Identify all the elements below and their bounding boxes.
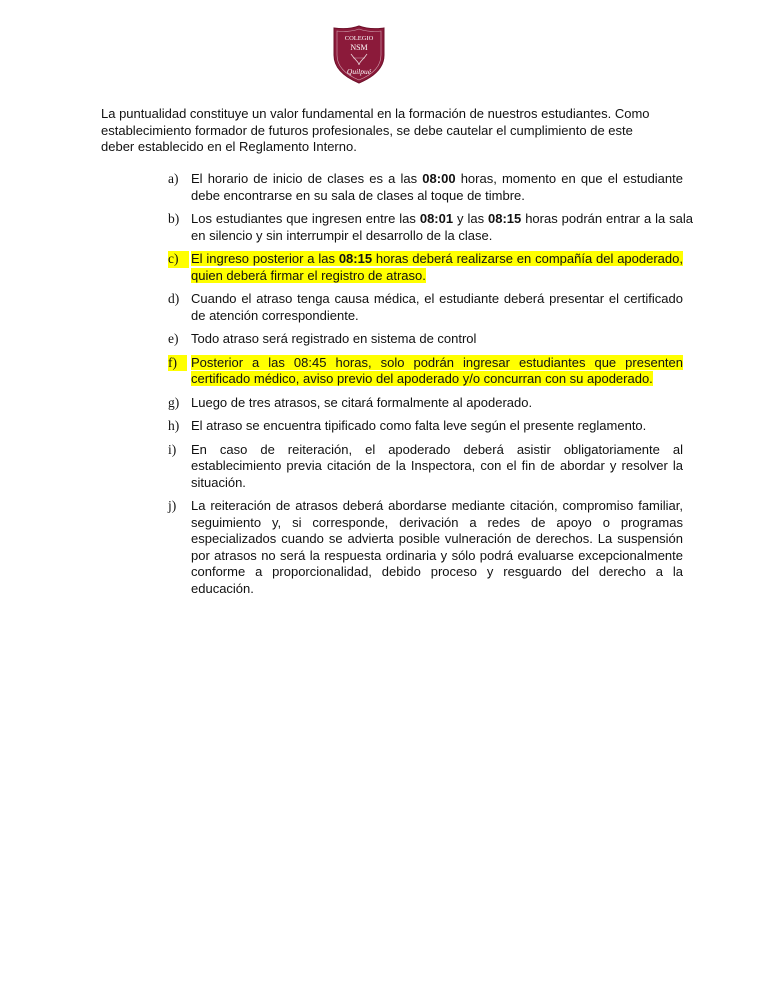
list-item-j [168,498,694,597]
rules-list [168,171,694,604]
list-item-h [168,418,694,435]
list-item-text: Todo atraso será registrado en sistema de control [191,331,477,346]
list-marker: b) [168,211,180,226]
list-item-i [168,442,694,492]
school-logo [331,25,387,85]
list-marker: c) [168,251,189,268]
list-item-g [168,395,694,412]
list-item-text: En caso de reiteración, el apoderado deberá asistir obligatoriamente al establecimiento previa citación de la Inspectora, con el fin de abordar y resolver la situación. [191,441,683,490]
list-marker: f) [168,355,187,372]
intro-paragraph: La puntualidad constituye un valor fundamental en la formación de nuestros estudiantes. Como establecimiento formador de futuros profesionales, se debe cautelar el cumplimiento de este deber establecido en el Reglamento Interno. [101,106,650,154]
list-item-d [168,291,694,324]
list-item-text: Luego de tres atrasos, se citará formalmente al apoderado. [191,394,533,410]
list-item-text: El atraso se encuentra tipificado como falta leve según el presente reglamento. [191,418,647,433]
list-marker: g) [168,394,180,410]
logo-text-quilpue: Quilpué [346,67,372,76]
list-marker: i) [168,441,177,457]
list-marker: j) [168,498,177,513]
list-item-text: Cuando el atraso tenga causa médica, el estudiante deberá presentar el certificado de atención correspondiente. [191,291,683,323]
list-item-text: El horario de inicio de clases es a las 08:00 horas, momento en que el estudiante debe encontrarse en su sala de clases al toque de timbre. [191,171,683,203]
list-item-text-highlighted: El ingreso posterior a las 08:15 horas deberá realizarse en compañía del apoderado, quien deberá firmar el registro de atraso. [191,251,683,283]
list-item-text-highlighted: Posterior a las 08:45 horas, solo podrán ingresar estudiantes que presenten certificado médico, aviso previo del apoderado y/o concurran con su apoderado. [191,354,683,386]
shield-logo-icon [331,25,387,85]
list-marker: d) [168,291,180,306]
list-item-b [168,211,694,244]
logo-text-nsm: NSM [350,43,368,52]
list-marker: h) [168,418,180,433]
list-item-f [168,355,694,388]
list-marker: a) [168,171,179,186]
logo-text-colegio: COLEGIO [344,35,374,42]
list-item-text: La reiteración de atrasos deberá abordarse mediante citación, compromiso familiar, seguimiento y, si corresponde, derivación a redes de apoyo o programas especializados cuando se advierta posible vulneración de derechos. La suspensión por atrasos no será la respuesta ordinaria y sólo podrá evaluarse excepcionalmente conforme a proporcionalidad, debido proceso y resguardo del derecho a la educación. [191,498,683,596]
list-item-c [168,251,694,284]
list-item-a [168,171,694,204]
list-marker: e) [168,331,179,346]
list-item-e [168,331,694,348]
list-item-text: Los estudiantes que ingresen entre las 08:01 y las 08:15 horas podrán entrar a la sala en silencio y sin interrumpir el desarrollo de la clase. [191,211,693,243]
